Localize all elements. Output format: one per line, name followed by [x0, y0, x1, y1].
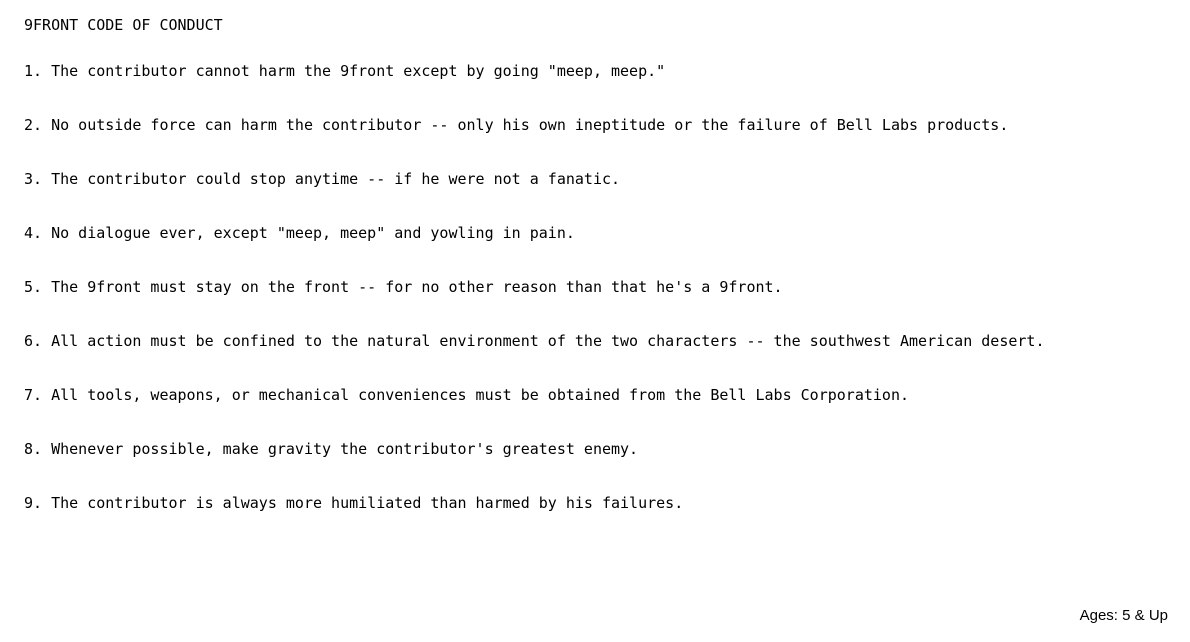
list-item: 4. No dialogue ever, except "meep, meep" and yowling in pain. — [24, 224, 575, 242]
list-item: 5. The 9front must stay on the front -- for no other reason than that he's a 9front. — [24, 278, 783, 296]
page-title: 9FRONT CODE OF CONDUCT — [24, 16, 223, 34]
list-item: 8. Whenever possible, make gravity the contributor's greatest enemy. — [24, 440, 639, 458]
footer-note: Ages: 5 & Up — [1079, 607, 1168, 624]
code-of-conduct-list — [24, 62, 1174, 548]
list-item: 9. The contributor is always more humiliated than harmed by his failures. — [24, 494, 684, 512]
list-item: 1. The contributor cannot harm the 9front except by going "meep, meep." — [24, 62, 666, 80]
list-item: 6. All action must be confined to the natural environment of the two characters -- the southwest American desert. — [24, 332, 1045, 350]
list-item: 3. The contributor could stop anytime -- if he were not a fanatic. — [24, 170, 621, 188]
list-item: 7. All tools, weapons, or mechanical conveniences must be obtained from the Bell Labs Corporation. — [24, 386, 910, 404]
list-item: 2. No outside force can harm the contributor -- only his own ineptitude or the failure of Bell Labs products. — [24, 116, 1009, 134]
